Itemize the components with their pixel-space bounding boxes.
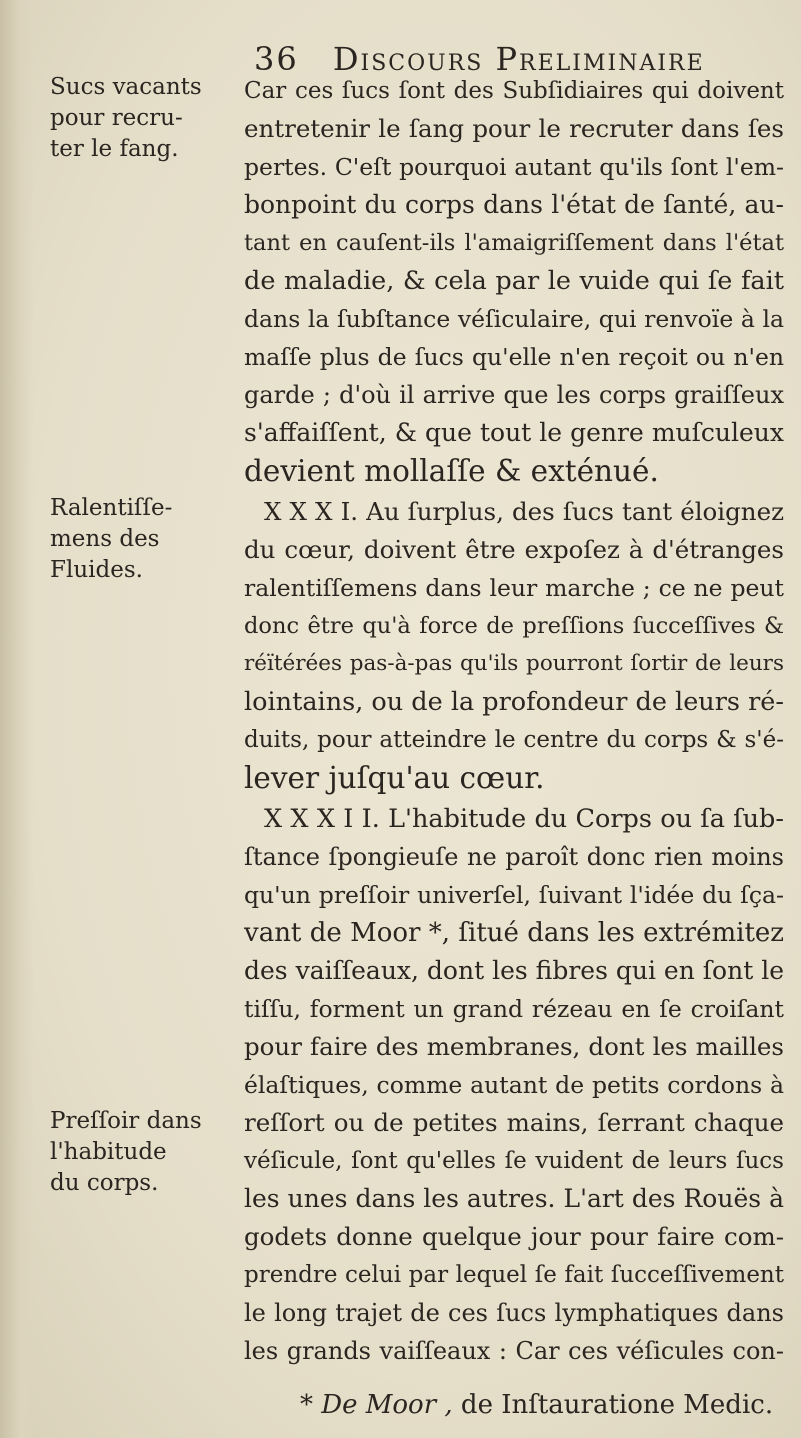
text-line: vant de Moor *, ſitué dans les extrémitez [244, 918, 784, 948]
section-xxxii-start: X X X I I. L'habitude du Corps ou ſa ſub- [264, 804, 784, 834]
text-line: Car ces ſucs ſont des Subſidiaires qui doivent [244, 78, 784, 104]
margin-note-line: Ralentiſſe- [50, 495, 173, 521]
text-line: reſſort ou de petites mains, ſerrant chaque [244, 1108, 784, 1137]
footnote-title: de Inſtauratione Medic. [460, 1390, 774, 1420]
text-line: élaſtiques, comme autant de petits cordons à [244, 1071, 784, 1099]
margin-note-line: Fluides. [50, 557, 143, 583]
text-line: tant en cauſent-ils l'amaigriſſement dans l'état [244, 230, 784, 256]
text-line: de maladie, & cela par le vuide qui ſe fait [244, 266, 784, 296]
text-line: pertes. C'eſt pourquoi autant qu'ils ſont l'em- [244, 153, 784, 181]
text-line: pour faire des membranes, dont les mailles [244, 1032, 784, 1061]
margin-note-line: Sucs vacants [50, 74, 202, 100]
footnote [300, 1390, 773, 1420]
text-line: des vaiſſeaux, dont les fibres qui en ſont le [244, 956, 784, 985]
text-line: bonpoint du corps dans l'état de ſanté, au- [244, 190, 784, 219]
margin-note-line: ter le fang. [50, 136, 179, 162]
text-line: garde ; d'où il arrive que les corps graiſſeux [244, 381, 784, 409]
text-line: du cœur, doivent être expoſez à d'étranges [244, 535, 784, 564]
margin-note-line: Preſſoir dans [50, 1108, 202, 1134]
text-line: tiſſu, forment un grand rézeau en ſe croiſant [244, 995, 784, 1023]
text-line: ralentiſſemens dans leur marche ; ce ne peut [244, 574, 784, 602]
text-line: godets donne quelque jour pour faire com- [244, 1222, 784, 1251]
footnote-author: * De Moor , [300, 1390, 453, 1420]
text-line: s'affaiſſent, & que tout le genre muſculeux [244, 418, 784, 447]
text-line: ſtance ſpongieuſe ne paroît donc rien moins [244, 843, 784, 871]
text-line: le long trajet de ces ſucs lymphatiques dans [244, 1299, 784, 1327]
margin-note-line: mens des [50, 526, 160, 552]
section-xxxi-start: X X X I. Au ſurplus, des ſucs tant éloignez [264, 497, 784, 526]
running-head-title: Discours Preliminaire [332, 40, 705, 78]
text-line: qu'un preſſoir univerſel, ſuivant l'idée du ſça- [244, 881, 784, 909]
margin-note-line: l'habitude [50, 1139, 167, 1165]
text-line: donc être qu'à force de preſſions ſucceſſives & [244, 613, 784, 639]
page-number: 36 [254, 40, 299, 78]
text-line: lointains, ou de la profondeur de leurs ré- [244, 687, 784, 717]
text-line: devient mollaſſe & exténué. [244, 454, 659, 488]
text-line: les unes dans les autres. L'art des Rouës à [244, 1184, 784, 1213]
margin-note-line: pour recru- [50, 105, 183, 131]
text-line: dans la ſubſtance véſiculaire, qui renvoïe à la [244, 305, 784, 333]
text-line: véſicule, ſont qu'elles ſe vuident de leurs ſucs [244, 1148, 784, 1174]
text-line: prendre celui par lequel ſe fait ſucceſſivement [244, 1262, 784, 1288]
text-line: duits, pour atteindre le centre du corps & s'é- [244, 727, 784, 753]
margin-note-line: du corps. [50, 1170, 159, 1196]
text-line: entretenir le ſang pour le recruter dans ſes [244, 114, 784, 143]
text-line: maſſe plus de ſucs qu'elle n'en reçoit ou n'en [244, 343, 784, 371]
text-line: les grands vaiſſeaux : Car ces véſicules con- [244, 1337, 784, 1365]
text-line: lever juſqu'au cœur. [244, 761, 545, 795]
text-line: réïtérées pas-à-pas qu'ils pourront ſortir de leurs [244, 651, 784, 676]
